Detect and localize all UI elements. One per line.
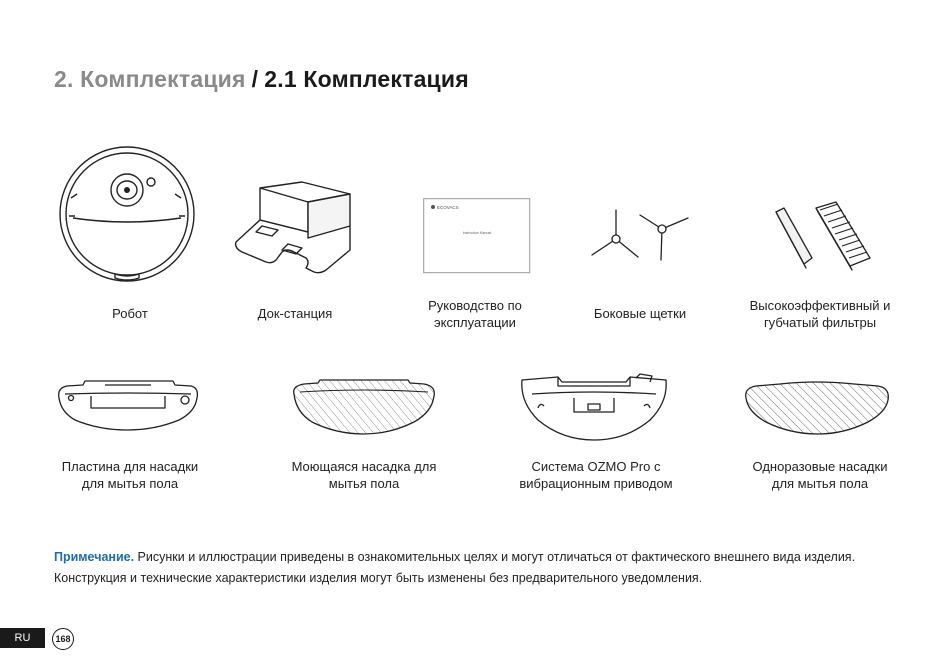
- caption-dock: Док-станция: [257, 306, 333, 321]
- mop-plate-icon: [55, 378, 200, 433]
- note: [54, 547, 914, 589]
- caption-filters: Высокоэффективный и губчатый фильтры: [749, 298, 891, 330]
- manual-icon: [423, 198, 531, 274]
- page-title: [54, 66, 469, 93]
- title-separator: /: [251, 66, 259, 92]
- disposable-mop-icon: [740, 378, 895, 438]
- note-text: Рисунки и иллюстрации приведены в ознакомительных целях и могут отличаться от фактического внешнего вида изделия. Конструкция и технические характеристики изделия могут быть изменены без предварительного уведомления.: [54, 550, 856, 585]
- caption-ozmo-pro: Система OZMO Pro с вибрационным приводом: [519, 459, 673, 491]
- manual-brand: ECOVACS: [437, 205, 459, 210]
- filters-icon: [772, 200, 872, 275]
- robot-icon: [55, 146, 200, 286]
- side-brushes-icon: [588, 205, 693, 267]
- caption-mop-plate: Пластина для насадки для мытья пола: [61, 459, 199, 491]
- caption-manual: Руководство по эксплуатации: [428, 298, 522, 330]
- subsection-title: 2.1 Комплектация: [264, 66, 469, 92]
- page-number: 168: [52, 628, 74, 650]
- note-label: Примечание.: [54, 550, 135, 564]
- manual-title: Instruction Manual: [462, 231, 492, 235]
- caption-washable-mop: Моющаяся насадка для мытья пола: [291, 459, 437, 491]
- language-badge: RU: [0, 628, 45, 648]
- section-title: 2. Комплектация: [54, 66, 246, 92]
- ozmo-pro-icon: [518, 372, 670, 444]
- caption-disposable-mop: Одноразовые насадки для мытья пола: [752, 459, 888, 491]
- dock-station-icon: [232, 180, 352, 275]
- caption-side-brushes: Боковые щетки: [593, 306, 687, 321]
- washable-mop-icon: [288, 378, 440, 438]
- caption-robot: Робот: [112, 306, 148, 321]
